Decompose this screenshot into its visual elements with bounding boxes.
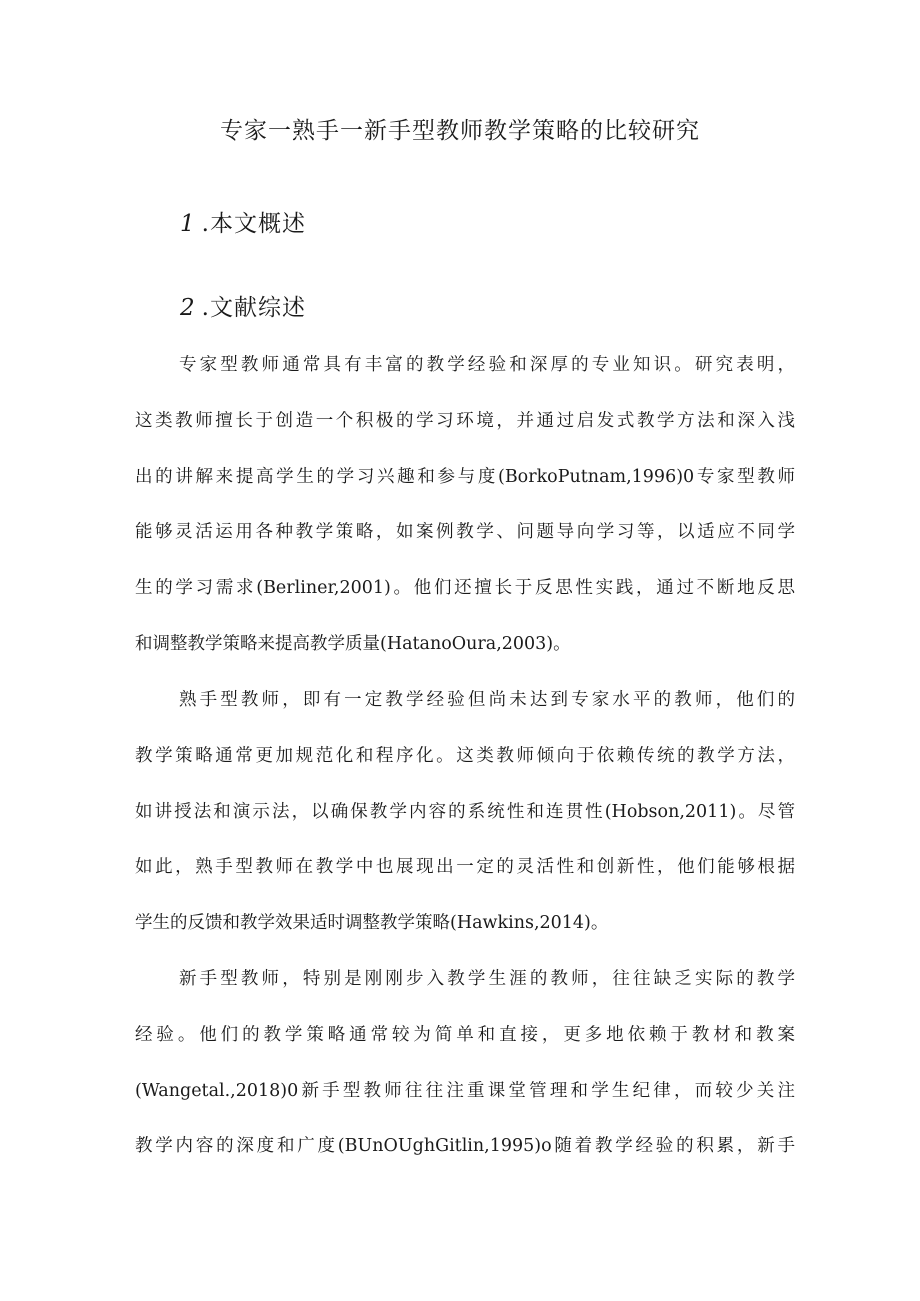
paragraph-line: 如讲授法和演示法，以确保教学内容的系统性和连贯性(Hobson,2011)。尽管	[135, 801, 795, 822]
paragraph-line: 学生的反馈和教学效果适时调整教学策略(Hawkins,2014)。	[135, 913, 609, 934]
paragraph-line: (Wangetal.,2018)0新手型教师往往注重课堂管理和学生纪律，而较少关注	[135, 1080, 795, 1101]
section-title: .本文概述	[201, 211, 306, 237]
paragraph-novice-teachers	[135, 952, 795, 1175]
section-number: 2	[180, 295, 196, 321]
section-title: .文献综述	[201, 295, 306, 321]
paragraph-line: 熟手型教师，即有一定教学经验但尚未达到专家水平的教师，他们的	[179, 690, 795, 710]
paragraph-expert-teachers	[135, 338, 795, 673]
paragraph-line: 能够灵活运用各种教学策略，如案例教学、问题导向学习等，以适应不同学	[135, 522, 795, 543]
section-number: 1	[180, 211, 196, 237]
section-heading-overview	[180, 206, 306, 242]
paragraph-line: 出的讲解来提高学生的学习兴趣和参与度(BorkoPutnam,1996)0专家型教师	[135, 466, 795, 487]
paragraph-line: 这类教师擅长于创造一个积极的学习环境，并通过启发式教学方法和深入浅	[135, 410, 795, 431]
document-title: 专家一熟手一新手型教师教学策略的比较研究	[220, 118, 700, 144]
paragraph-line: 教学内容的深度和广度(BUnOUghGitlin,1995)o随着教学经验的积累，新手	[135, 1136, 795, 1157]
paragraph-line: 如此，熟手型教师在教学中也展现出一定的灵活性和创新性，他们能够根据	[135, 857, 795, 878]
paragraph-line: 专家型教师通常具有丰富的教学经验和深厚的专业知识。研究表明，	[179, 355, 795, 375]
paragraph-line: 生的学习需求(Berliner,2001)。他们还擅长于反思性实践，通过不断地反思	[135, 578, 795, 599]
paragraph-line: 经验。他们的教学策略通常较为简单和直接，更多地依赖于教材和教案	[135, 1024, 795, 1045]
paragraph-line: 教学策略通常更加规范化和程序化。这类教师倾向于依赖传统的教学方法，	[135, 745, 795, 766]
section-heading-literature-review	[180, 290, 306, 326]
paragraph-line: 和调整教学策略来提高教学质量(HatanoOura,2003)。	[135, 633, 571, 654]
paragraph-line: 新手型教师，特别是刚刚步入教学生涯的教师，往往缺乏实际的教学	[179, 969, 795, 989]
paragraph-proficient-teachers	[135, 673, 795, 952]
